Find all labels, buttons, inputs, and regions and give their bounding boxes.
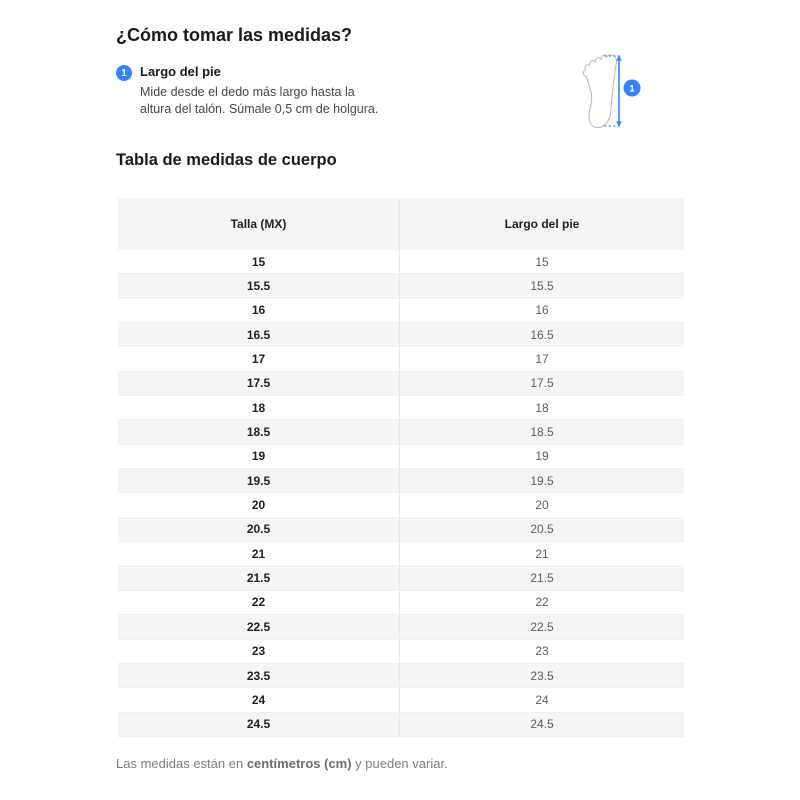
cell-largo-del-pie: 24.5 — [399, 713, 684, 736]
cell-largo-del-pie: 20 — [399, 493, 684, 516]
cell-largo-del-pie: 20.5 — [399, 518, 684, 541]
table-row — [118, 664, 684, 688]
table-row — [118, 250, 684, 274]
table-row — [118, 323, 684, 347]
foot-measure-diagram — [576, 48, 644, 136]
cell-talla: 20 — [251, 498, 266, 513]
cell-largo-del-pie: 22.5 — [399, 615, 684, 638]
cell-talla: 18 — [251, 400, 266, 415]
cell-largo-del-pie: 19.5 — [399, 469, 684, 492]
cell-talla: 16.5 — [246, 327, 271, 342]
cell-talla: 16 — [251, 303, 266, 318]
table-row — [118, 542, 684, 566]
cell-largo-del-pie: 19 — [399, 445, 684, 468]
page-title: ¿Cómo tomar las medidas? — [116, 25, 353, 45]
cell-talla: 21 — [251, 546, 266, 561]
table-row — [118, 445, 684, 469]
table-row — [118, 518, 684, 542]
cell-talla: 20.5 — [246, 522, 271, 537]
cell-largo-del-pie: 22 — [399, 591, 684, 614]
step-text — [140, 64, 378, 117]
table-row — [118, 615, 684, 639]
step-title: Largo del pie — [140, 64, 221, 79]
table-row — [118, 591, 684, 615]
foot-outline-icon — [576, 48, 644, 136]
cell-largo-del-pie: 16.5 — [399, 323, 684, 346]
table-title: Tabla de medidas de cuerpo — [116, 151, 337, 169]
step-description: Mide desde el dedo más largo hasta la altura del talón. Súmale 0,5 cm de holgura. — [140, 85, 379, 116]
cell-talla: 21.5 — [246, 571, 271, 586]
table-row — [118, 713, 684, 737]
cell-talla: 23 — [251, 644, 266, 659]
cell-largo-del-pie: 15.5 — [399, 274, 684, 297]
cell-largo-del-pie: 24 — [399, 688, 684, 711]
table-row — [118, 299, 684, 323]
diagram-marker-label: 1 — [629, 83, 635, 95]
size-table-body — [118, 250, 684, 737]
cell-largo-del-pie: 18 — [399, 396, 684, 419]
table-row — [118, 420, 684, 444]
cell-talla: 19.5 — [246, 473, 271, 488]
table-row — [118, 640, 684, 664]
cell-largo-del-pie: 23.5 — [399, 664, 684, 687]
cell-talla: 17.5 — [246, 376, 271, 391]
cell-largo-del-pie: 18.5 — [399, 420, 684, 443]
cell-largo-del-pie: 17 — [399, 347, 684, 370]
cell-talla: 15.5 — [246, 279, 271, 294]
table-row — [118, 274, 684, 298]
cell-largo-del-pie: 21.5 — [399, 566, 684, 589]
table-row — [118, 372, 684, 396]
cell-talla: 18.5 — [246, 425, 271, 440]
cell-largo-del-pie: 16 — [399, 299, 684, 322]
table-row — [118, 347, 684, 371]
size-table — [118, 198, 684, 737]
cell-largo-del-pie: 15 — [399, 250, 684, 273]
footnote: Las medidas están en centímetros (cm) y pueden variar. — [116, 756, 448, 771]
cell-talla: 15 — [251, 254, 266, 269]
table-row — [118, 396, 684, 420]
column-header-talla: Talla (MX) — [230, 217, 287, 231]
cell-talla: 22.5 — [246, 619, 271, 634]
size-table-header — [118, 198, 684, 250]
step-number: 1 — [121, 67, 127, 79]
cell-talla: 19 — [251, 449, 266, 464]
cell-talla: 24.5 — [246, 717, 271, 732]
cell-largo-del-pie: 17.5 — [399, 372, 684, 395]
table-row — [118, 469, 684, 493]
table-row — [118, 688, 684, 712]
column-header-largo: Largo del pie — [399, 198, 684, 250]
step-number-badge — [116, 65, 132, 81]
table-row — [118, 493, 684, 517]
cell-talla: 22 — [251, 595, 266, 610]
cell-talla: 23.5 — [246, 668, 271, 683]
cell-largo-del-pie: 23 — [399, 640, 684, 663]
measure-step — [116, 64, 446, 117]
table-row — [118, 566, 684, 590]
cell-talla: 17 — [251, 352, 266, 367]
cell-largo-del-pie: 21 — [399, 542, 684, 565]
cell-talla: 24 — [251, 692, 266, 707]
